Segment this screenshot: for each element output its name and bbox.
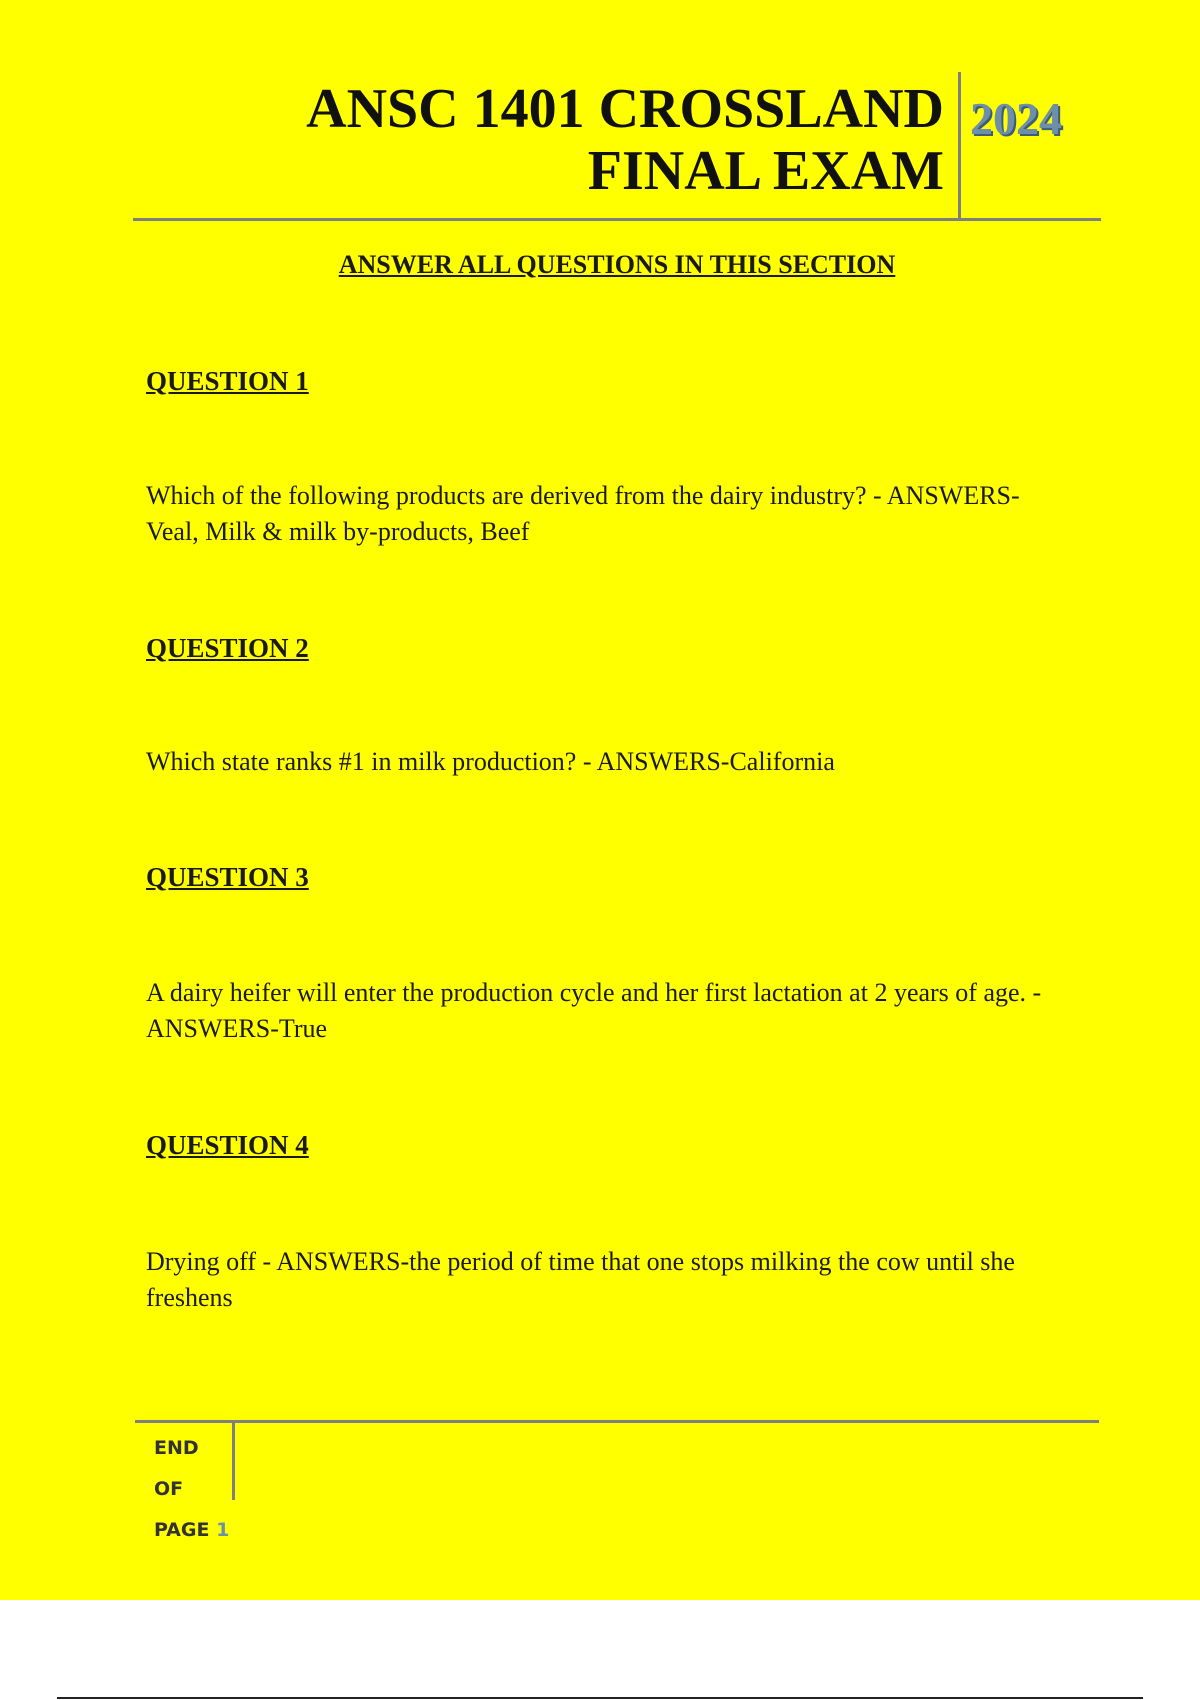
question-2-heading: QUESTION 2: [146, 633, 309, 663]
footer-divider-horizontal: [135, 1420, 1099, 1423]
title-line-2: FINAL EXAM: [587, 140, 944, 202]
question-2-text: Which state ranks #1 in milk production? - ANSWERS-California: [146, 747, 835, 776]
footer-page-number: 1: [216, 1519, 230, 1541]
question-3-text: A dairy heifer will enter the production cycle and her first lactation at 2 years of age. - ANSWERS-True: [146, 978, 1042, 1043]
question-3-heading: QUESTION 3: [146, 862, 309, 892]
bottom-rule: [57, 1697, 1143, 1699]
section-heading: ANSWER ALL QUESTIONS IN THIS SECTION: [338, 250, 896, 279]
question-4-heading: QUESTION 4: [146, 1130, 309, 1160]
page-footer: [154, 1428, 234, 1551]
question-1-text: Which of the following products are derived from the dairy industry? - ANSWERS-Veal, Milk & milk by-products, Beef: [146, 481, 1020, 546]
title-line-1: ANSC 1401 CROSSLAND: [306, 78, 944, 140]
footer-page: [154, 1510, 234, 1551]
question-4-text: Drying off - ANSWERS-the period of time that one stops milking the cow until she freshens: [146, 1247, 1015, 1312]
footer-page-label: PAGE: [154, 1519, 210, 1541]
footer-end-of: END OF: [154, 1437, 199, 1500]
question-1-heading: QUESTION 1: [146, 366, 309, 396]
header-divider-horizontal: [133, 218, 1101, 221]
header-divider-vertical: [958, 72, 961, 220]
exam-title: [144, 78, 944, 202]
exam-year: 2024: [970, 93, 1062, 144]
